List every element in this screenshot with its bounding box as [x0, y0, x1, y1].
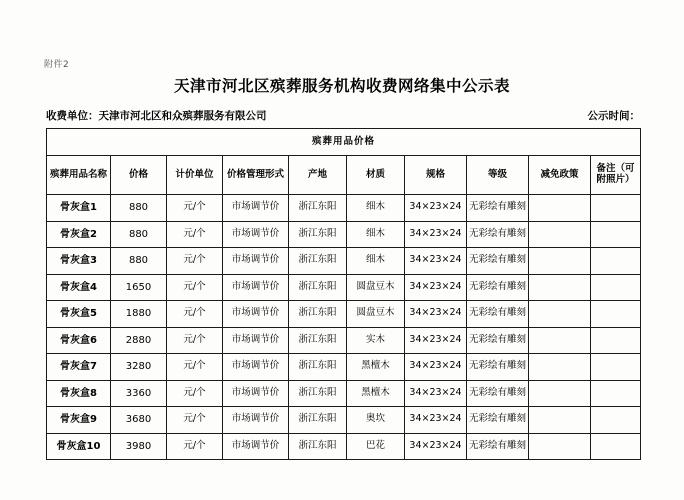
cell-material: 黑檀木 [347, 380, 405, 407]
cell-spec: 34×23×24 [405, 380, 467, 407]
cell-grade: 无彩绘有雕刻 [467, 301, 529, 328]
cell-price-form: 市场调节价 [223, 380, 289, 407]
table-row [47, 195, 641, 222]
table-row [47, 327, 641, 354]
cell-material: 实木 [347, 327, 405, 354]
cell-material: 巴花 [347, 433, 405, 460]
cell-name: 骨灰盒8 [47, 380, 111, 407]
cell-origin: 浙江东阳 [289, 380, 347, 407]
table-row [47, 301, 641, 328]
cell-name: 骨灰盒6 [47, 327, 111, 354]
table-row [47, 274, 641, 301]
band-title: 殡葬用品价格 [47, 129, 641, 156]
table-row [47, 433, 641, 460]
cell-name: 骨灰盒2 [47, 221, 111, 248]
cell-origin: 浙江东阳 [289, 354, 347, 381]
cell-unit: 元/个 [167, 380, 223, 407]
table-row [47, 407, 641, 434]
cell-origin: 浙江东阳 [289, 274, 347, 301]
cell-material: 圆盘豆木 [347, 301, 405, 328]
price-table [46, 128, 641, 460]
cell-spec: 34×23×24 [405, 354, 467, 381]
cell-material: 奥坎 [347, 407, 405, 434]
cell-remark [591, 221, 641, 248]
cell-origin: 浙江东阳 [289, 433, 347, 460]
cell-material: 圆盘豆木 [347, 274, 405, 301]
page-title: 天津市河北区殡葬服务机构收费网络集中公示表 [173, 76, 510, 95]
header-cell-material: 材质 [347, 156, 405, 195]
header-cell-remark: 备注（可附照片） [591, 156, 641, 195]
cell-spec: 34×23×24 [405, 195, 467, 222]
cell-origin: 浙江东阳 [289, 407, 347, 434]
cell-name: 骨灰盒10 [47, 433, 111, 460]
cell-remark [591, 301, 641, 328]
cell-unit: 元/个 [167, 274, 223, 301]
header-cell-unit: 计价单位 [167, 156, 223, 195]
cell-grade: 无彩绘有雕刻 [467, 274, 529, 301]
cell-grade: 无彩绘有雕刻 [467, 354, 529, 381]
cell-name: 骨灰盒5 [47, 301, 111, 328]
cell-price-form: 市场调节价 [223, 354, 289, 381]
cell-price-form: 市场调节价 [223, 327, 289, 354]
cell-spec: 34×23×24 [405, 407, 467, 434]
charging-unit-label: 收费单位：天津市河北区和众殡葬服务有限公司 [46, 110, 267, 122]
cell-origin: 浙江东阳 [289, 301, 347, 328]
cell-price-form: 市场调节价 [223, 221, 289, 248]
cell-grade: 无彩绘有雕刻 [467, 433, 529, 460]
cell-remark [591, 327, 641, 354]
cell-reduction [529, 274, 591, 301]
cell-name: 骨灰盒4 [47, 274, 111, 301]
cell-unit: 元/个 [167, 354, 223, 381]
cell-spec: 34×23×24 [405, 274, 467, 301]
cell-price-form: 市场调节价 [223, 433, 289, 460]
cell-remark [591, 380, 641, 407]
cell-remark [591, 274, 641, 301]
cell-grade: 无彩绘有雕刻 [467, 380, 529, 407]
cell-reduction [529, 380, 591, 407]
table-row [47, 354, 641, 381]
header-cell-price: 价格 [111, 156, 167, 195]
cell-origin: 浙江东阳 [289, 195, 347, 222]
cell-price-form: 市场调节价 [223, 407, 289, 434]
cell-price: 880 [111, 195, 167, 222]
cell-reduction [529, 301, 591, 328]
cell-unit: 元/个 [167, 407, 223, 434]
table-body [47, 195, 641, 460]
cell-price: 1880 [111, 301, 167, 328]
cell-material: 细木 [347, 195, 405, 222]
header-cell-name: 殡葬用品名称 [47, 156, 111, 195]
cell-spec: 34×23×24 [405, 433, 467, 460]
cell-price-form: 市场调节价 [223, 274, 289, 301]
cell-grade: 无彩绘有雕刻 [467, 221, 529, 248]
cell-reduction [529, 354, 591, 381]
cell-origin: 浙江东阳 [289, 327, 347, 354]
cell-unit: 元/个 [167, 195, 223, 222]
cell-remark [591, 407, 641, 434]
cell-unit: 元/个 [167, 433, 223, 460]
cell-name: 骨灰盒1 [47, 195, 111, 222]
cell-spec: 34×23×24 [405, 327, 467, 354]
cell-grade: 无彩绘有雕刻 [467, 195, 529, 222]
cell-spec: 34×23×24 [405, 301, 467, 328]
cell-unit: 元/个 [167, 221, 223, 248]
table-row [47, 221, 641, 248]
cell-unit: 元/个 [167, 248, 223, 275]
cell-material: 黑檀木 [347, 354, 405, 381]
cell-remark [591, 433, 641, 460]
cell-spec: 34×23×24 [405, 248, 467, 275]
table-band-row [47, 129, 641, 156]
cell-price: 3360 [111, 380, 167, 407]
cell-remark [591, 354, 641, 381]
cell-material: 细木 [347, 248, 405, 275]
cell-grade: 无彩绘有雕刻 [467, 327, 529, 354]
cell-remark [591, 195, 641, 222]
table-row [47, 380, 641, 407]
header-cell-spec: 规格 [405, 156, 467, 195]
cell-reduction [529, 407, 591, 434]
cell-unit: 元/个 [167, 301, 223, 328]
attachment-label: 附件2 [44, 60, 70, 70]
cell-price: 880 [111, 248, 167, 275]
cell-reduction [529, 248, 591, 275]
cell-price: 2880 [111, 327, 167, 354]
header-cell-grade: 等级 [467, 156, 529, 195]
cell-price: 3680 [111, 407, 167, 434]
table-header-row [47, 156, 641, 195]
meta-row [46, 108, 640, 123]
header-cell-reduction: 减免政策 [529, 156, 591, 195]
publish-time-label: 公示时间： [587, 110, 640, 122]
cell-price: 1650 [111, 274, 167, 301]
cell-grade: 无彩绘有雕刻 [467, 248, 529, 275]
header-cell-price-form: 价格管理形式 [223, 156, 289, 195]
cell-price: 880 [111, 221, 167, 248]
cell-material: 细木 [347, 221, 405, 248]
cell-reduction [529, 221, 591, 248]
cell-name: 骨灰盒7 [47, 354, 111, 381]
cell-origin: 浙江东阳 [289, 248, 347, 275]
header-cell-origin: 产地 [289, 156, 347, 195]
cell-name: 骨灰盒3 [47, 248, 111, 275]
cell-reduction [529, 433, 591, 460]
table-row [47, 248, 641, 275]
cell-price-form: 市场调节价 [223, 301, 289, 328]
cell-spec: 34×23×24 [405, 221, 467, 248]
cell-name: 骨灰盒9 [47, 407, 111, 434]
cell-reduction [529, 195, 591, 222]
cell-unit: 元/个 [167, 327, 223, 354]
cell-price-form: 市场调节价 [223, 195, 289, 222]
cell-origin: 浙江东阳 [289, 221, 347, 248]
cell-reduction [529, 327, 591, 354]
cell-price: 3280 [111, 354, 167, 381]
cell-grade: 无彩绘有雕刻 [467, 407, 529, 434]
cell-price: 3980 [111, 433, 167, 460]
cell-remark [591, 248, 641, 275]
cell-price-form: 市场调节价 [223, 248, 289, 275]
